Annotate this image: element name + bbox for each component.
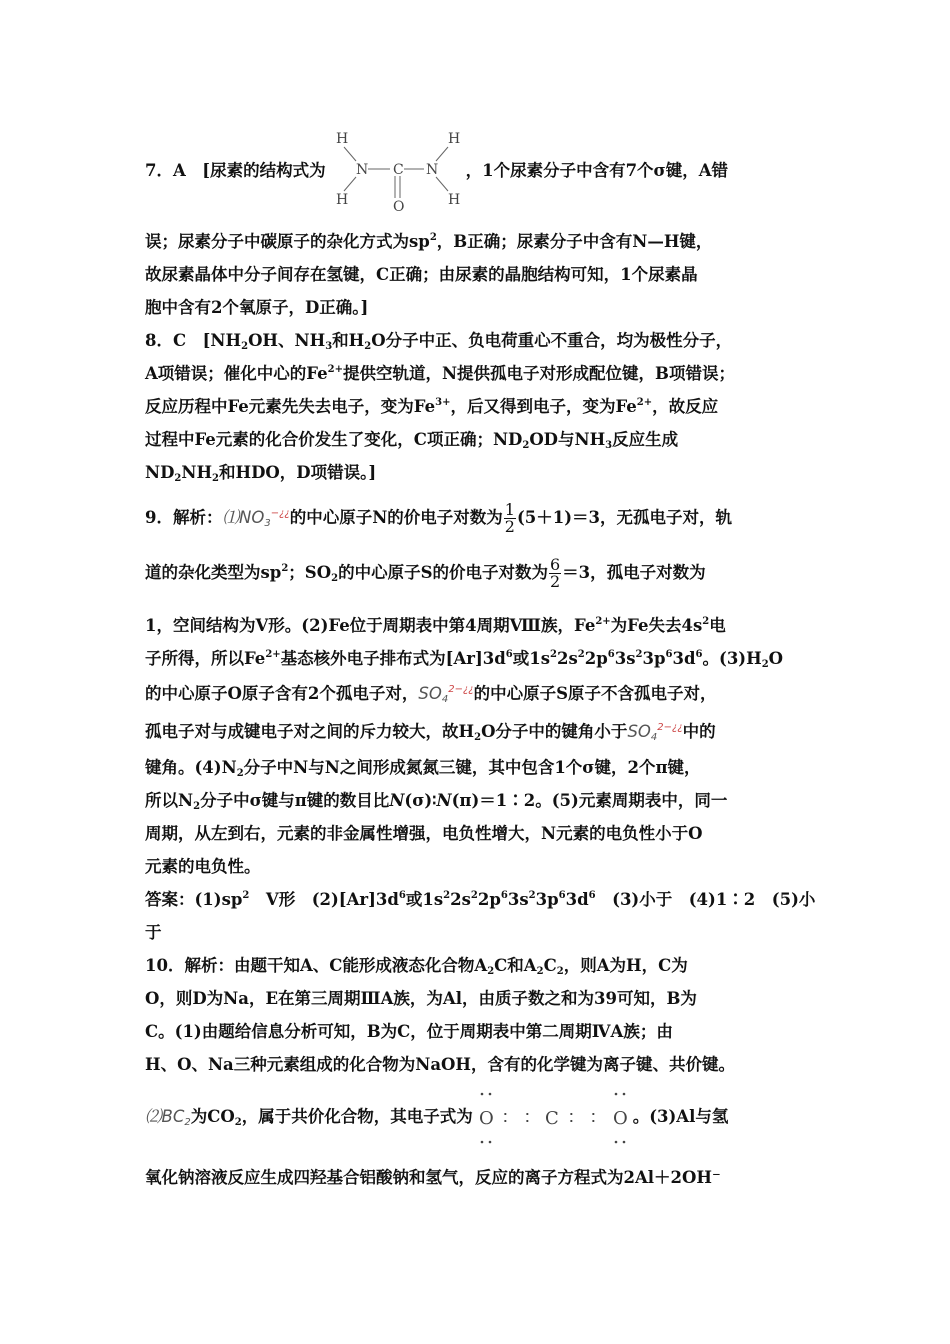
q9-l4o: 6 [695, 649, 703, 660]
q7-l2sup: 2 [429, 232, 437, 243]
q7-head: 7．A [尿素的结构式为 [145, 161, 326, 180]
q10-l1c: C和A [494, 956, 537, 975]
q9-l3c: 电 [709, 616, 726, 635]
q10-line-6: 氧化钠溶液反应生成四羟基合铝酸钠和氢气，反应的离子方程式为2Al＋2OH⁻ [145, 1168, 721, 1187]
q9-l6d: 中的 [682, 722, 716, 741]
q9-l3sup: 2+ [595, 616, 611, 627]
q9-frac-1-den: 2 [504, 517, 515, 536]
q9-answer-line-1 [145, 883, 816, 916]
q9-l8n1: N [389, 791, 405, 810]
urea-structure [326, 129, 466, 214]
q8-line-4 [145, 423, 813, 456]
q9-ans-d: 6 [398, 890, 406, 901]
q8-line-5 [145, 456, 813, 489]
q8-l1b: 2 [241, 341, 249, 352]
q8-l5b: 2 [174, 473, 182, 484]
urea-o: O [392, 199, 405, 214]
q9-l4k: 2 [635, 649, 643, 660]
q9-ans-m: 3p [535, 890, 559, 909]
q9-so4-2-sup: 2−¿¿ [657, 722, 683, 733]
urea-n2: N [425, 162, 438, 178]
q9-l8d: (π)＝1∶2。(5)元素周期表中，同一 [451, 791, 728, 810]
q10-l5d: 。(3)Al与氢 [632, 1107, 729, 1126]
q9-ans-j: 6 [500, 890, 508, 901]
q8-l4c: OD与NH [529, 430, 606, 449]
q9-frac-2-den: 2 [549, 572, 561, 591]
lewis-sep3: ∶ [568, 1107, 574, 1129]
q9-l8c: 分子中σ键与π键的数目比 [200, 791, 390, 810]
q10-line-5 [145, 1081, 813, 1153]
q7-line-4: 胞中含有2个氧原子，D正确。] [145, 298, 369, 317]
lewis-c: C [544, 1107, 559, 1129]
q9-frac-2 [549, 557, 561, 590]
q9-l8a: 所以N [145, 791, 194, 810]
q9-l6c: O分子中的键角小于 [481, 722, 628, 741]
q7-line-2 [145, 225, 813, 258]
q10-line-3: C。(1)由题给信息分析可知，B为C，位于周期表中第二周期ⅣA族；由 [145, 1022, 673, 1041]
q9-l1no: NO [238, 508, 265, 527]
q9-l2a: 道的杂化类型为sp [145, 563, 282, 582]
q9-l4r: O [768, 649, 784, 668]
q10-l5a: 为CO [190, 1107, 235, 1126]
q9-l1b: 的中心原子N的价电子对数为 [289, 508, 503, 527]
q9-frac-1-num: 1 [504, 500, 515, 519]
q9-l4l: 3p [642, 649, 666, 668]
q9-l4c: 6 [505, 649, 513, 660]
q9-l4j: 3s [614, 649, 636, 668]
q7-line-3: 故尿素晶体中分子间存在氢键，C正确；由尿素的晶胞结构可知，1个尿素晶 [145, 265, 698, 284]
q9-ans-k: 3s [507, 890, 529, 909]
q9-l7c: 分子中N与N之间形成氮氮三键，其中包含1个σ键，2个π键， [243, 758, 701, 777]
q9-line-8 [145, 784, 813, 817]
q10-l1a: 10．解析：由题干知A、C能形成液态化合物A [145, 956, 488, 975]
q9-l2d: ＝3，孤电子对数为 [562, 563, 706, 582]
lewis-o1: O [478, 1107, 494, 1129]
q9-l4b: 基态核外电子排布式为[Ar]3d [280, 649, 506, 668]
q9-ans-o: 3d [565, 890, 589, 909]
q9-l7a: 键角。(4)N [145, 758, 237, 777]
q8-l4b: 2 [522, 440, 530, 451]
q9-l4g: 2 [577, 649, 585, 660]
q9-l2b: ；SO [288, 563, 332, 582]
q10-l5b: 2 [234, 1117, 242, 1128]
q9-line-7 [145, 751, 813, 784]
q9-l4i: 6 [607, 649, 615, 660]
q8-l5c: NH [181, 463, 213, 482]
q9-ans-f: 2 [443, 890, 451, 901]
q10-l1e: C [543, 956, 557, 975]
q9-frac-2-num: 6 [549, 555, 561, 574]
q9-l2c: 的中心原子S的价电子对数为 [338, 563, 548, 582]
urea-h2: H [335, 192, 348, 208]
q8-line-1 [145, 324, 813, 357]
q9-ans-h: 2 [470, 890, 478, 901]
answer-page [145, 128, 816, 1194]
urea-c: C [392, 162, 404, 178]
q9-l3a: 1，空间结构为V形。(2)Fe位于周期表中第4周期Ⅷ族，Fe [145, 616, 596, 635]
q10-l1g: ，则A为H，C为 [563, 956, 688, 975]
q9-l5b: 的中心原子S原子不含孤电子对， [473, 684, 717, 703]
q8-l2a: A项错误；催化中心的Fe [145, 364, 328, 383]
q9-l7b: 2 [236, 768, 244, 779]
q9-l8b: 2 [193, 801, 201, 812]
q8-l3c: ，故反应 [652, 397, 719, 416]
q9-l8n2: N [436, 791, 452, 810]
q9-l3b: 为Fe失去4s [610, 616, 703, 635]
q8-l2b: 提供空轨道，N提供孤电子对形成配位键，B项错误； [342, 364, 735, 383]
q9-line-10: 元素的电负性。 [145, 857, 261, 876]
q8-l1d: 3 [325, 341, 333, 352]
q8-l3sup2: 2+ [636, 397, 653, 408]
q8-l5d: 2 [212, 473, 219, 484]
q9-l8s: (σ)∶ [404, 791, 437, 810]
lewis-sep2: ∶ [524, 1107, 530, 1129]
q9-l1paren: ⑴ [222, 508, 239, 527]
urea-n1: N [355, 162, 368, 178]
q10-l5sub: 2 [184, 1117, 191, 1128]
co2-lewis-structure [473, 1086, 633, 1150]
q9-ans-c: V形 (2)[Ar]3d [249, 890, 399, 909]
q8-l4d: 3 [605, 440, 613, 451]
q9-l4h: 2p [584, 649, 608, 668]
lewis-sep1: ∶ [502, 1107, 508, 1129]
q8-l3b: ，后又得到电子，变为Fe [450, 397, 637, 416]
q9-line-2 [145, 543, 813, 603]
q9-so4-2: SO [627, 722, 651, 741]
q9-l4f: 2s [557, 649, 578, 668]
q9-l6b: 2 [474, 732, 482, 743]
q9-l5a: 的中心原子O原子含有2个孤电子对， [145, 684, 419, 703]
q10-line-4: H、O、Na三种元素组成的化合物为NaOH，含有的化学键为离子键、共价键。 [145, 1055, 735, 1074]
q7-tail: ，1个尿素分子中含有7个σ键，A错 [465, 161, 729, 180]
q10-l5c: ，属于共价化合物，其电子式为 [241, 1107, 473, 1126]
q9-line-4 [145, 642, 813, 675]
q9-line-1 [145, 493, 813, 543]
q9-ans-l: 2 [528, 890, 536, 901]
q9-so4-sub: 4 [441, 694, 449, 705]
urea-h3: H [447, 131, 460, 147]
q9-l4n: 3d [672, 649, 696, 668]
q8-l3sup1: 3+ [435, 397, 451, 408]
q9-ans-e: 或1s [405, 890, 444, 909]
q9-so4-sup: 2−¿¿ [448, 684, 474, 695]
q8-l1g: O分子中正、负电荷重心不重合，均为极性分子， [371, 331, 733, 350]
q9-line-3 [145, 609, 813, 642]
q9-l4d: 或1s [512, 649, 551, 668]
q8-l2sup: 2+ [327, 364, 343, 375]
q8-l4a: 过程中Fe元素的化合价发生了变化，C项正确；ND [145, 430, 523, 449]
q8-line-2 [145, 357, 813, 390]
q9-answer-line-2: 于 [145, 923, 162, 942]
q8-line-3 [145, 390, 813, 423]
q9-l4sup: 2+ [265, 649, 281, 660]
q9-so4: SO [418, 684, 442, 703]
q9-ans-p: 6 [588, 890, 596, 901]
q9-frac-1 [504, 502, 516, 535]
q9-ans-i: 2p [477, 890, 501, 909]
q9-l6a: 孤电子对与成键电子对之间的斥力较大，故H [145, 722, 475, 741]
q9-line-5 [145, 675, 813, 713]
lewis-sep4: ∶ [590, 1107, 596, 1129]
q9-so4-2-sub: 4 [650, 732, 658, 743]
q9-l4p: 。(3)H [702, 649, 762, 668]
q9-l2sup: 2 [281, 563, 289, 574]
q7-line-1 [145, 128, 813, 213]
q8-l1f: 2 [364, 341, 372, 352]
q10-l1f: 2 [556, 966, 564, 977]
lewis-o2: O [612, 1107, 628, 1129]
q9-l4e: 2 [550, 649, 558, 660]
q10-line-1 [145, 949, 813, 982]
q9-line-6 [145, 713, 813, 751]
q10-l1b: 2 [487, 966, 495, 977]
q9-ans-b: 2 [242, 890, 250, 901]
q7-l2b: ，B正确；尿素分子中含有N—H键， [436, 232, 713, 251]
q9-l1sub: 3 [264, 518, 271, 529]
q8-l4e: 反应生成 [612, 430, 679, 449]
q9-l1c: (5＋1)＝3，无孤电子对，轨 [516, 508, 733, 527]
q7-l2a: 误；尿素分子中碳原子的杂化方式为sp [145, 232, 430, 251]
co2-lewis-svg [473, 1086, 633, 1150]
q9-l1a: 9．解析： [145, 508, 223, 527]
q9-line-9: 周期，从左到右，元素的非金属性增强，电负性增大，N元素的电负性小于O [145, 824, 703, 843]
q8-l1e: 和H [332, 331, 365, 350]
urea-h1: H [335, 131, 348, 147]
q10-l5bc: BC [161, 1107, 185, 1126]
urea-h4: H [447, 192, 460, 208]
q9-l4a: 子所得，所以Fe [145, 649, 266, 668]
q9-ans-q: (3)小于 (4)1∶2 (5)小 [595, 890, 816, 909]
q8-l1c: OH、NH [248, 331, 326, 350]
q9-l2sub: 2 [331, 573, 339, 584]
q10-line-2: O，则D为Na，E在第三周期ⅢA族，为Al，由质子数之和为39可知，B为 [145, 989, 697, 1008]
q9-l3sup2: 2 [702, 616, 710, 627]
q10-l5paren: ⑵ [145, 1107, 162, 1126]
q8-l1a: 8．C [NH [145, 331, 242, 350]
q10-l1d: 2 [536, 966, 544, 977]
q8-l5e: 和HDO，D项错误。] [219, 463, 377, 482]
q9-l4q: 2 [761, 659, 769, 670]
q9-l4m: 6 [665, 649, 673, 660]
q9-l1sup: −¿¿ [270, 508, 290, 519]
urea-structure-svg [326, 129, 466, 214]
q8-l5a: ND [145, 463, 175, 482]
q9-ans-n: 6 [558, 890, 566, 901]
q9-ans-g: 2s [450, 890, 471, 909]
q9-ans-a: 答案：(1)sp [145, 890, 243, 909]
q8-l3a: 反应历程中Fe元素先失去电子，变为Fe [145, 397, 436, 416]
